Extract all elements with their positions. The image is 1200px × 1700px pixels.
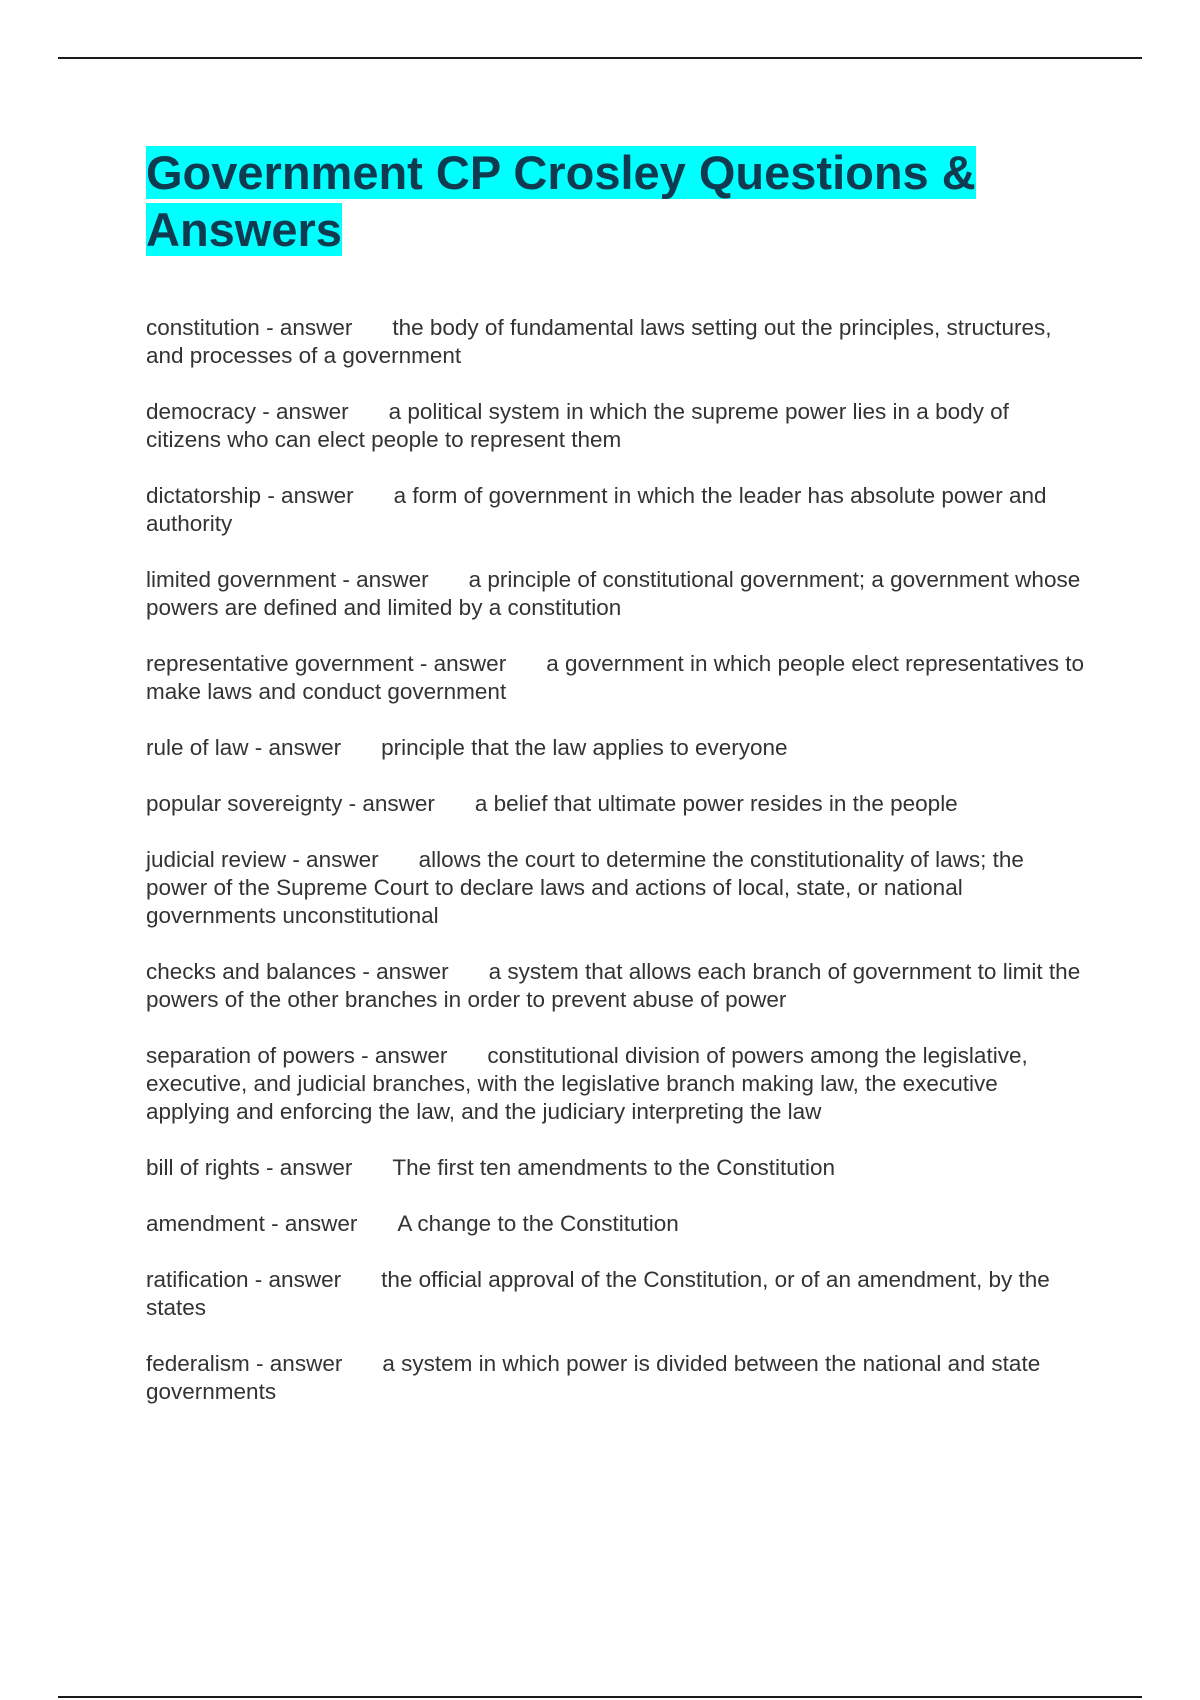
qa-item [146, 650, 1086, 706]
qa-separator: - answer [248, 1267, 342, 1292]
header-rule [58, 57, 1142, 59]
qa-item [146, 1210, 1086, 1238]
document-body [146, 144, 1086, 1434]
qa-answer: a principle of constitutional government; a government whose powers are defined and limited by a constitution [146, 567, 1081, 620]
qa-answer: the official approval of the Constitution, or of an amendment, by the states [146, 1267, 1050, 1320]
qa-answer: the body of fundamental laws setting out the principles, structures, and processes of a government [146, 315, 1052, 368]
qa-term: checks and balances [146, 959, 357, 984]
qa-term: bill of rights [146, 1155, 260, 1180]
qa-term: representative government [146, 651, 414, 676]
qa-item [146, 566, 1086, 622]
qa-item [146, 1042, 1086, 1126]
qa-separator: - answer [342, 791, 435, 816]
qa-item [146, 846, 1086, 930]
qa-term: constitution [146, 315, 260, 340]
qa-answer: principle that the law applies to everyone [381, 735, 788, 760]
qa-term: federalism [146, 1351, 250, 1376]
qa-separator: - answer [261, 483, 354, 508]
qa-answer: constitutional division of powers among the legislative, executive, and judicial branches, with the legislative branch making law, the executive applying and enforcing the law, and the judiciary interpreting the law [146, 1043, 1028, 1124]
qa-item [146, 958, 1086, 1014]
qa-answer: allows the court to determine the constitutionality of laws; the power of the Supreme Court to declare laws and actions of local, state, or national governments unconstitutional [146, 847, 1024, 928]
qa-separator: - answer [264, 1211, 358, 1236]
qa-separator: - answer [259, 315, 353, 340]
qa-item [146, 482, 1086, 538]
qa-item [146, 314, 1086, 370]
qa-item [146, 790, 1086, 818]
qa-term: judicial review [146, 847, 287, 872]
qa-item [146, 1154, 1086, 1182]
qa-answer: a system in which power is divided between the national and state governments [146, 1351, 1041, 1404]
qa-term: democracy [146, 399, 257, 424]
qa-term: popular sovereignty [146, 791, 343, 816]
qa-answer: The first ten amendments to the Constitution [392, 1155, 836, 1180]
qa-answer: A change to the Constitution [397, 1211, 679, 1236]
qa-answer: a belief that ultimate power resides in the people [474, 791, 958, 816]
qa-item [146, 1266, 1086, 1322]
qa-term: dictatorship [146, 483, 262, 508]
qa-term: rule of law [146, 735, 249, 760]
qa-separator: - answer [259, 1155, 353, 1180]
qa-separator: - answer [354, 1043, 448, 1068]
qa-term: amendment [146, 1211, 265, 1236]
qa-separator: - answer [286, 847, 379, 872]
qa-list [146, 314, 1086, 1406]
qa-term: ratification [146, 1267, 249, 1292]
qa-separator: - answer [336, 567, 429, 592]
qa-term: separation of powers [146, 1043, 355, 1068]
qa-separator: - answer [249, 1351, 343, 1376]
document-title [146, 144, 1086, 258]
qa-item [146, 734, 1086, 762]
qa-separator: - answer [356, 959, 449, 984]
document-title-text: Government CP Crosley Questions & Answers [146, 146, 976, 256]
qa-answer: a form of government in which the leader has absolute power and authority [146, 483, 1047, 536]
qa-separator: - answer [256, 399, 349, 424]
qa-separator: - answer [413, 651, 507, 676]
qa-answer: a government in which people elect representatives to make laws and conduct government [146, 651, 1085, 704]
qa-answer: a political system in which the supreme power lies in a body of citizens who can elect people to represent them [146, 399, 1009, 452]
qa-item [146, 1350, 1086, 1406]
footer-rule [58, 1696, 1142, 1698]
qa-item [146, 398, 1086, 454]
qa-separator: - answer [248, 735, 342, 760]
qa-term: limited government [146, 567, 337, 592]
qa-answer: a system that allows each branch of government to limit the powers of the other branches in order to prevent abuse of power [146, 959, 1081, 1012]
